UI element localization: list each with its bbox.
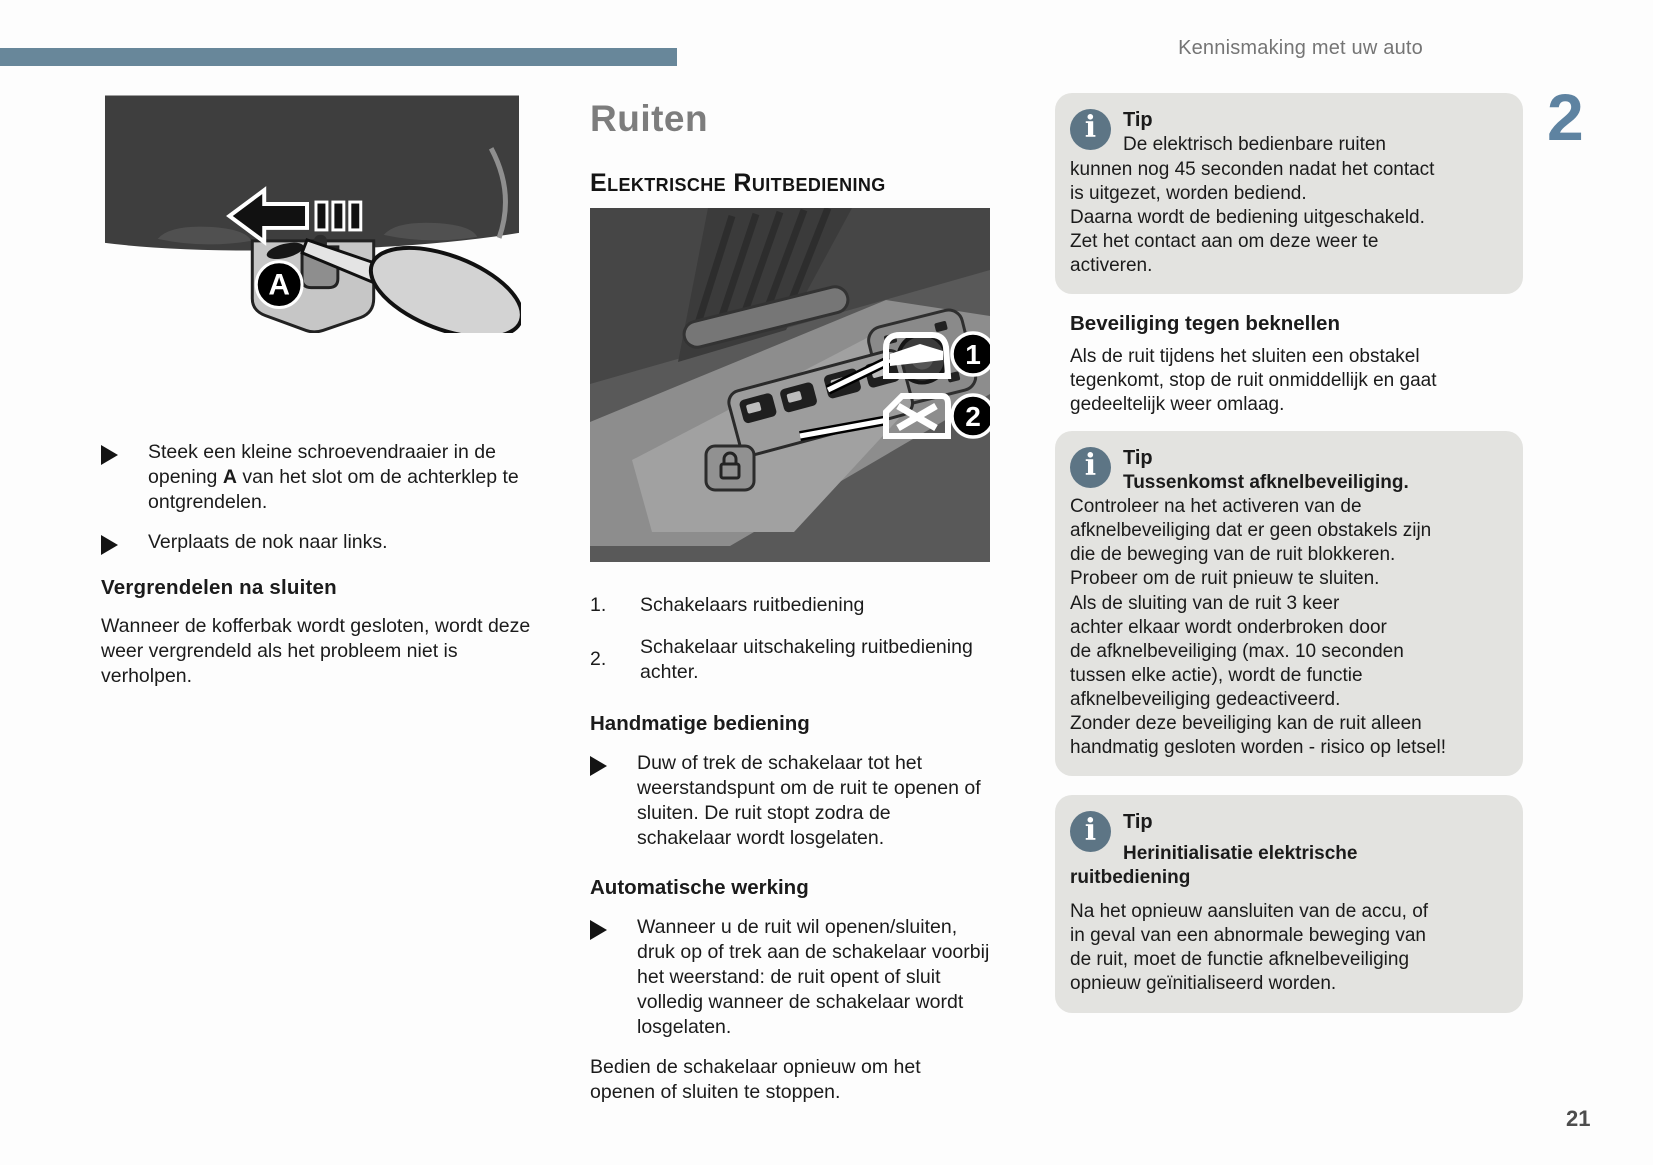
instruction-text: Duw of trek de schakelaar tot het weerstandspunt om de ruit te openen of sluiten. De ruit stopt zodra de schakelaar wordt losgelaten. [637,752,981,849]
page-number: 21 [1566,1106,1591,1131]
instruction-bullet [101,530,531,555]
text-line: de afknelbeveiliging (max. 10 seconden [1070,640,1404,662]
text-line: is uitgezet, worden bediend. [1070,182,1307,204]
legend-text: Schakelaars ruitbediening [640,594,865,616]
trunk-lock-figure [103,93,521,333]
window-switches-figure [590,208,990,562]
tip-intro [1123,133,1507,157]
text-line: achter elkaar wordt onderbroken door [1070,616,1387,638]
page-title: Ruiten [590,98,709,139]
info-icon: i [1070,109,1111,150]
text-line: tegenkomt, stop de ruit onmiddellijk en gaat [1070,370,1437,392]
header-accent-bar [0,48,677,66]
middle-column [590,593,990,1119]
label-a-text: A [268,268,290,302]
text-line: tussen elke actie), wordt de functie [1070,664,1363,686]
text-line: handmatig gesloten worden - risico op letsel! [1070,737,1446,759]
text-line: Na het opnieuw aansluiten van de accu, of [1070,901,1429,923]
section-heading: Elektrische Ruitbediening [590,169,886,198]
text-line: opnieuw geïnitialiseerd worden. [1070,973,1337,995]
subsection-heading: Vergrendelen na sluiten [101,575,337,599]
legend-number: 2. [590,648,607,671]
subsection-heading: Handmatige bediening [590,711,810,735]
body-paragraph: Wanneer de kofferbak wordt gesloten, wordt deze weer vergrendeld als het probleem niet is verholpen. [101,615,531,687]
bullet-arrow-icon [590,920,625,940]
body-paragraph [1070,345,1523,417]
bullet-arrow-icon [590,756,625,776]
bullet-arrow-icon [101,535,136,555]
figure-legend-list [590,593,990,685]
tip-box [1055,431,1523,777]
instruction-bullet [590,751,990,851]
instruction-bullet [590,915,990,1040]
tip-body [1070,900,1507,997]
instruction-bullet [101,440,531,515]
tip-subtitle: ruitbediening [1070,866,1191,888]
text-line: Daarna wordt de bediening uitgeschakeld. [1070,206,1425,228]
tip-label: Tip [1123,811,1153,834]
body-paragraph: Bedien de schakelaar opnieuw om het openen of sluiten te stoppen. [590,1055,921,1103]
tip-body [1070,158,1507,279]
instruction-text: Steek een kleine schroevendraaier in de opening A van het slot om de achterklep te ontgrendelen. [148,441,519,513]
tip-label: Tip [1123,446,1153,469]
text-line: afknelbeveiliging gedeactiveerd. [1070,689,1341,711]
text-line: die de beweging van de ruit blokkeren. [1070,544,1396,566]
text-line: Controleer na het activeren van de [1070,496,1362,518]
text-line: afknelbeveiliging dat er geen obstakels zijn [1070,520,1432,542]
header-title: Kennismaking met uw auto [1178,37,1423,59]
tip-body [1070,495,1507,760]
middle-column-head [590,95,990,199]
bullet-arrow-icon [101,445,136,465]
instruction-text: Wanneer u de ruit wil openen/sluiten, druk op of trek aan de schakelaar voorbij het weerstand: de ruit opent of sluit volledig wanneer de schakelaar wordt losgelaten. [637,916,990,1038]
legend-text: Schakelaar uitschakeling ruitbediening achter. [640,635,973,683]
svg-text:2: 2 [965,401,981,432]
text-line: Probeer om de ruit pnieuw te sluiten. [1070,568,1380,590]
text-line: Als de ruit tijdens het sluiten een obstakel [1070,346,1420,368]
subsection-heading: Beveiliging tegen beknellen [1070,312,1340,336]
subsection-heading: Automatische werking [590,875,809,899]
tip-box [1055,795,1523,1012]
text-line: De elektrisch bedienbare ruiten [1123,134,1386,156]
instruction-text: Verplaats de nok naar links. [148,530,388,553]
text-line: de ruit, moet de functie afknelbeveiliging [1070,949,1410,971]
svg-text:1: 1 [965,339,981,370]
text-line: Als de sluiting van de ruit 3 keer [1070,592,1340,614]
legend-number: 1. [590,594,607,616]
text-line: Zonder deze beveiliging kan de ruit alleen [1070,713,1422,735]
info-icon: i [1070,811,1111,852]
info-icon: i [1070,447,1111,488]
text-line: kunnen nog 45 seconden nadat het contact [1070,158,1435,180]
text-line: gedeeltelijk weer omlaag. [1070,394,1285,416]
tip-subtitle: Tussenkomst afknelbeveiliging. [1123,471,1409,493]
chapter-number: 2 [1547,80,1583,154]
text-line: activeren. [1070,255,1153,277]
left-column [101,440,531,703]
tip-box [1055,93,1523,294]
door-lock-button [706,446,754,490]
tip-label: Tip [1123,109,1153,131]
right-column [1055,93,1523,1013]
tip-subtitle: Herinitialisatie elektrische [1123,842,1358,864]
text-line: Zet het contact aan om deze weer te [1070,230,1379,252]
text-line: in geval van een abnormale beweging van [1070,925,1426,947]
